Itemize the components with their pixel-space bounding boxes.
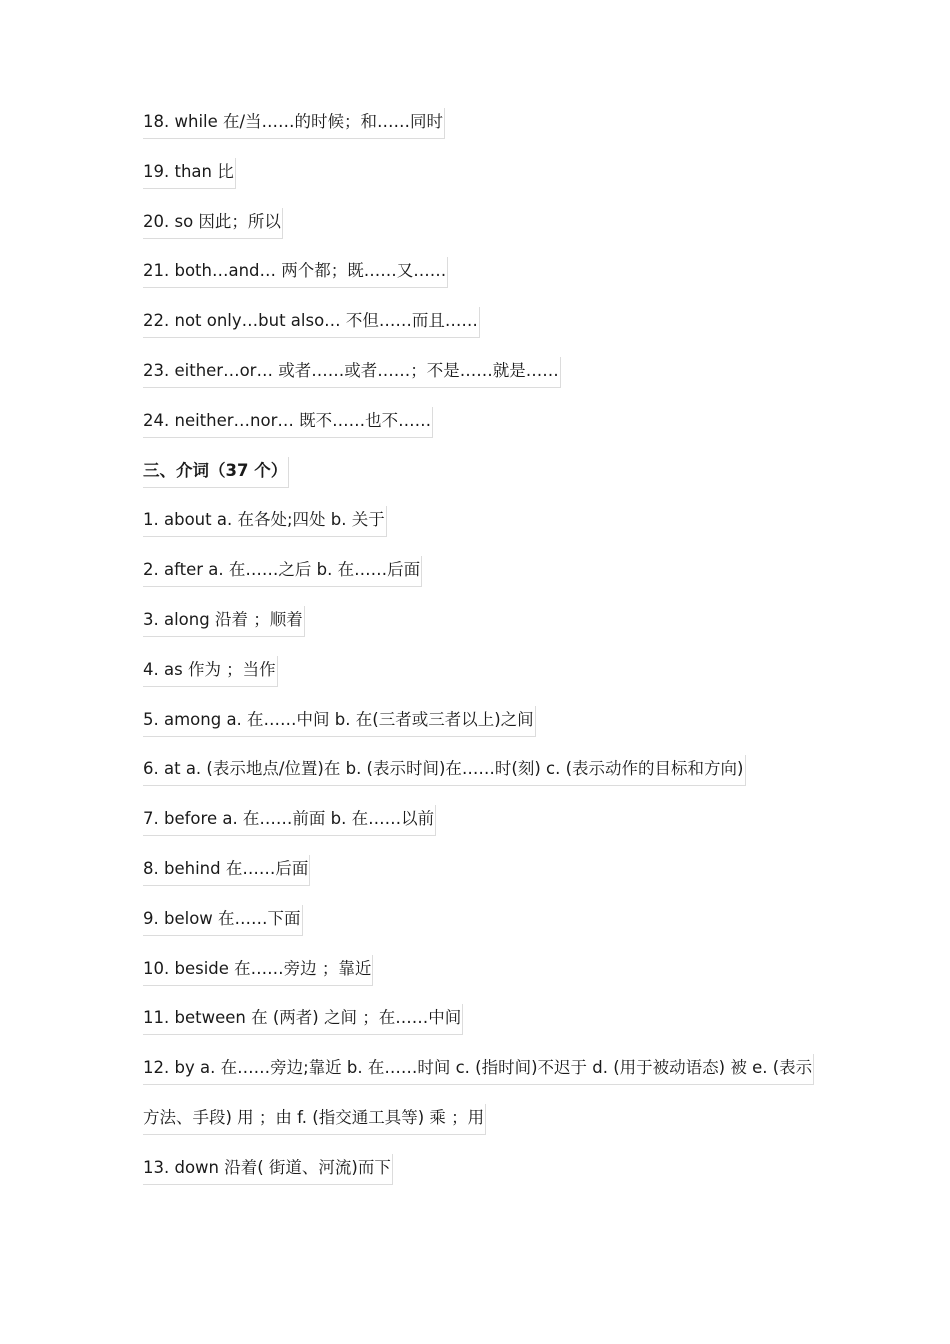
line-text: 21. both…and… 两个都；既……又…… bbox=[143, 257, 448, 288]
text-line bbox=[143, 208, 843, 258]
line-text: 9. below 在……下面 bbox=[143, 905, 303, 936]
text-line bbox=[143, 556, 843, 606]
line-text: 方法、手段) 用 ；由 f. (指交通工具等) 乘 ；用 bbox=[143, 1104, 486, 1135]
line-text: 4. as 作为 ；当作 bbox=[143, 656, 278, 687]
line-text: 7. before a. 在……前面 b. 在……以前 bbox=[143, 805, 436, 836]
line-text: 8. behind 在……后面 bbox=[143, 855, 310, 886]
line-text: 23. either…or… 或者……或者……；不是……就是…… bbox=[143, 357, 561, 388]
line-text: 2. after a. 在……之后 b. 在……后面 bbox=[143, 556, 422, 587]
text-line bbox=[143, 506, 843, 556]
text-line bbox=[143, 1104, 843, 1154]
line-text: 20. so 因此；所以 bbox=[143, 208, 283, 239]
line-text: 1. about a. 在各处;四处 b. 关于 bbox=[143, 506, 387, 537]
line-text: 22. not only…but also… 不但……而且…… bbox=[143, 307, 480, 338]
line-text: 24. neither…nor… 既不……也不…… bbox=[143, 407, 433, 438]
text-line bbox=[143, 1004, 843, 1054]
text-line bbox=[143, 108, 843, 158]
line-text: 19. than 比 bbox=[143, 158, 236, 189]
text-line bbox=[143, 1154, 843, 1204]
text-line bbox=[143, 656, 843, 706]
text-line bbox=[143, 706, 843, 756]
line-text: 6. at a. (表示地点/位置)在 b. (表示时间)在……时(刻) c. (表示动作的目标和方向) bbox=[143, 755, 746, 786]
text-line bbox=[143, 1054, 843, 1104]
section-heading bbox=[143, 457, 843, 507]
text-line bbox=[143, 805, 843, 855]
text-line bbox=[143, 955, 843, 1005]
line-text: 11. between 在 (两者) 之间 ；在……中间 bbox=[143, 1004, 463, 1035]
line-text: 18. while 在/当……的时候；和……同时 bbox=[143, 108, 445, 139]
text-line bbox=[143, 407, 843, 457]
heading-text: 三、介词（37 个） bbox=[143, 457, 289, 488]
text-line bbox=[143, 905, 843, 955]
text-line bbox=[143, 855, 843, 905]
line-text: 3. along 沿着 ；顺着 bbox=[143, 606, 305, 637]
line-text: 5. among a. 在……中间 b. 在(三者或三者以上)之间 bbox=[143, 706, 536, 737]
text-line bbox=[143, 606, 843, 656]
text-line bbox=[143, 257, 843, 307]
line-text: 13. down 沿着( 街道、河流)而下 bbox=[143, 1154, 393, 1185]
text-line bbox=[143, 755, 843, 805]
document-page bbox=[143, 108, 843, 1204]
line-text: 10. beside 在……旁边 ；靠近 bbox=[143, 955, 373, 986]
text-line bbox=[143, 357, 843, 407]
text-line bbox=[143, 307, 843, 357]
text-line bbox=[143, 158, 843, 208]
line-text: 12. by a. 在……旁边;靠近 b. 在……时间 c. (指时间)不迟于 d. (用于被动语态) 被 e. (表示 bbox=[143, 1054, 814, 1085]
